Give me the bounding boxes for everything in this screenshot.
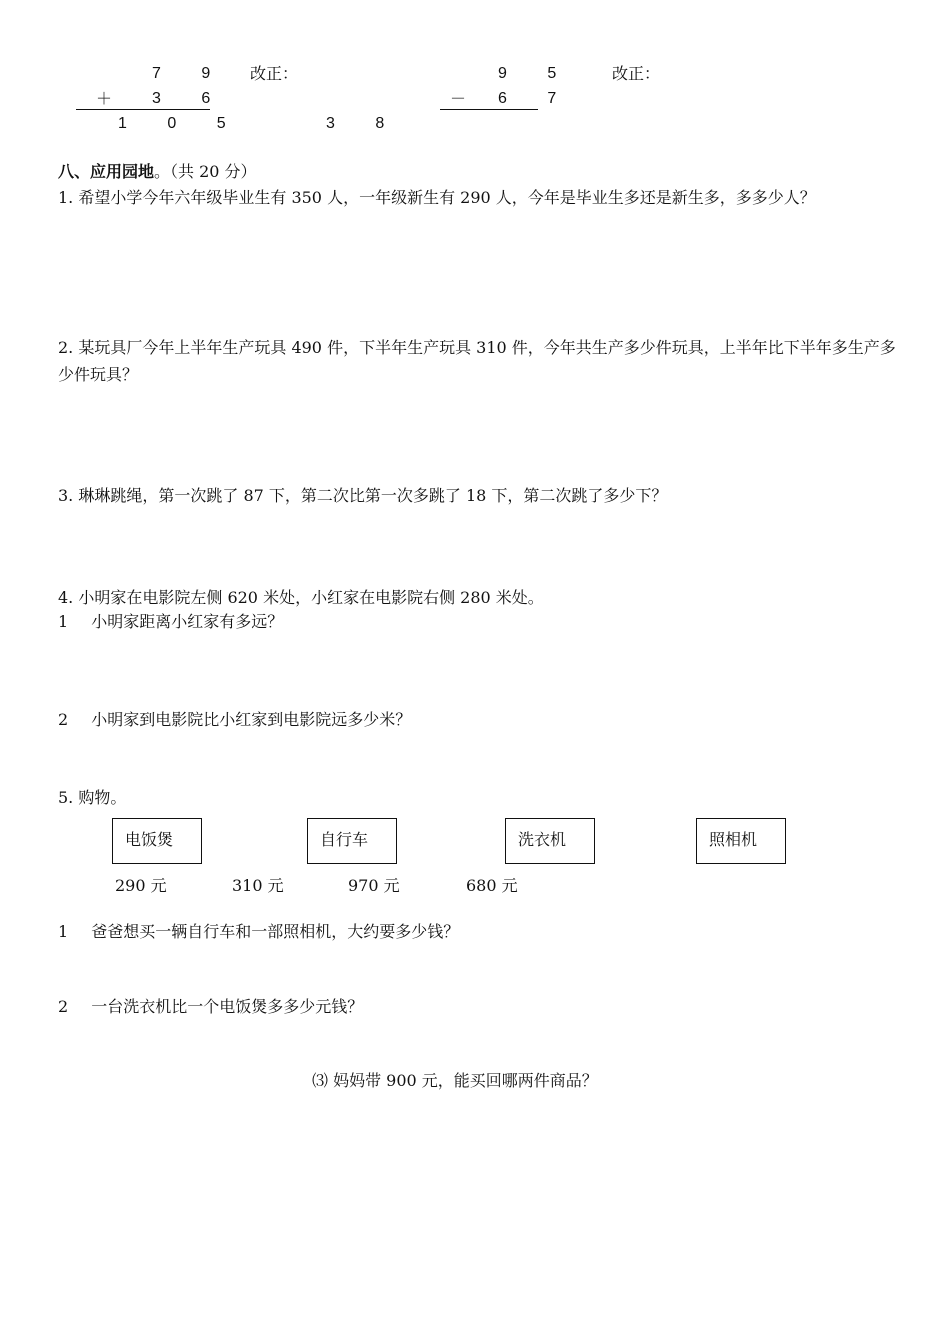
section-8-heading	[58, 162, 257, 182]
problem-4-q2-text: 小明家到电影院比小红家到电影院远多少米？	[91, 710, 412, 729]
price-2: 310 元	[232, 876, 284, 895]
problem-5-q1-number: 1	[58, 922, 69, 941]
problem-4-q2	[58, 710, 411, 730]
item-box-rice-cooker: 电饭煲	[112, 818, 202, 864]
section-8-score: 。（共 20 分）	[154, 162, 257, 181]
problem-4-q1-number: 1	[58, 612, 69, 631]
left-calc-second: 3 6	[152, 90, 229, 107]
left-calc-operator: ＋	[96, 89, 113, 108]
section-8-title: 八、应用园地	[58, 162, 155, 181]
problem-5-q1-text: 爸爸想买一辆自行车和一部照相机，大约要多少钱？	[91, 922, 460, 941]
item-box-camera: 照相机	[696, 818, 786, 864]
right-calc-top: 9 5	[498, 65, 575, 82]
problem-5-stem: 5. 购物。	[58, 788, 127, 807]
problem-3: 3. 琳琳跳绳，第一次跳了 87 下，第二次比第一次多跳了 18 下，第二次跳了多少下？	[58, 486, 668, 505]
problem-4-q1-text: 小明家距离小红家有多远？	[91, 612, 284, 631]
item-box-washing-machine: 洗衣机	[505, 818, 595, 864]
problem-5-q2	[58, 997, 363, 1017]
right-calc-result: 3 8	[326, 115, 403, 132]
problem-5-q2-text: 一台洗衣机比一个电饭煲多多少元钱？	[91, 997, 364, 1016]
problem-4-q2-number: 2	[58, 710, 69, 729]
problem-5-q1	[58, 922, 459, 942]
problem-5-q3: ⑶ 妈妈带 900 元，能买回哪两件商品？	[312, 1071, 598, 1090]
left-correction-label: 改正：	[250, 64, 299, 83]
left-calc-top: 7 9	[152, 65, 229, 82]
left-calc-underline-row	[76, 89, 229, 110]
right-calc-second: 6 7	[498, 90, 575, 107]
price-1: 290 元	[115, 876, 167, 895]
problem-5-q2-number: 2	[58, 997, 69, 1016]
right-calc-operator: －	[450, 89, 467, 108]
problem-4-q1	[58, 612, 283, 632]
item-box-bicycle: 自行车	[307, 818, 397, 864]
problem-4-stem: 4. 小明家在电影院左侧 620 米处，小红家在电影院右侧 280 米处。	[58, 588, 544, 607]
problem-1: 1. 希望小学今年六年级毕业生有 350 人，一年级新生有 290 人，今年是毕业生多还是新生多，多多少人？	[58, 188, 816, 207]
right-correction-label: 改正：	[612, 64, 661, 83]
problem-2: 2. 某玩具厂今年上半年生产玩具 490 件，下半年生产玩具 310 件，今年共生产多少件玩具，上半年比下半年多生产多少件玩具？	[58, 338, 896, 384]
right-calc-underline-row	[440, 89, 575, 110]
price-3: 970 元	[348, 876, 400, 895]
left-calc-result: 1 0 5	[118, 115, 244, 132]
price-4: 680 元	[466, 876, 518, 895]
